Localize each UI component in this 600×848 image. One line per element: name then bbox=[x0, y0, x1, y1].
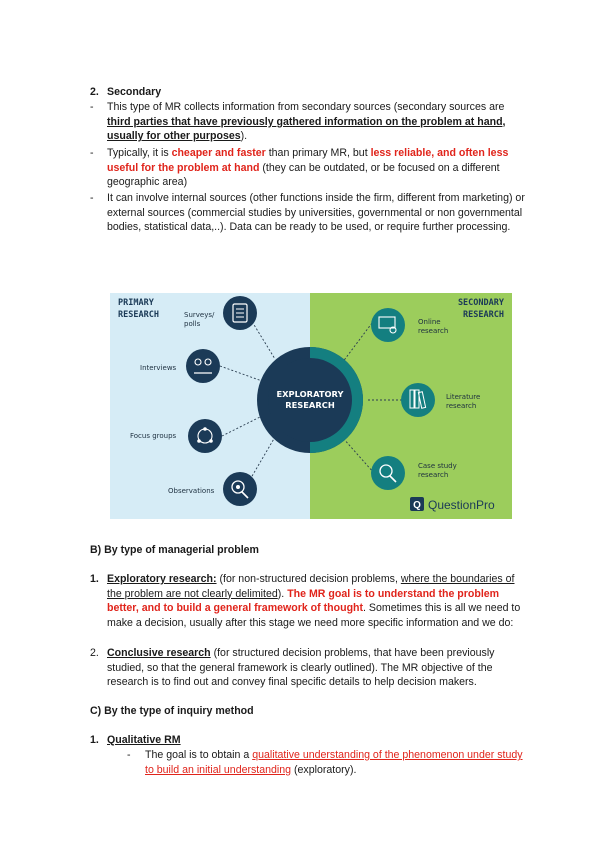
highlight-text: cheaper and faster bbox=[171, 147, 266, 159]
primary-label: RESEARCH bbox=[118, 310, 159, 320]
interviews-label: Interviews bbox=[140, 364, 177, 372]
online-research-label: research bbox=[418, 327, 449, 335]
surveys-label: polls bbox=[184, 320, 201, 328]
list-number: 1. bbox=[90, 573, 99, 585]
list-paragraph bbox=[107, 572, 527, 630]
term-label: Conclusive research bbox=[107, 647, 211, 659]
focus-groups-label: Focus groups bbox=[130, 432, 177, 440]
text-run: This type of MR collects information from secondary sources (secondary sources are bbox=[107, 101, 505, 113]
text-run: ). bbox=[240, 130, 248, 143]
observation-icon bbox=[223, 472, 257, 506]
text-run: . Sometimes this is all we need to make a decision, usually after this stage we need more specific information and we do: bbox=[107, 602, 521, 629]
observations-label: Observations bbox=[168, 487, 215, 495]
online-research-label: Online bbox=[418, 318, 441, 326]
hub-title: RESEARCH bbox=[285, 400, 335, 410]
underlined-text: where the boundaries of the problem are not clearly delimited bbox=[107, 573, 515, 600]
bullet-dash: - bbox=[127, 749, 131, 761]
bullet-paragraph bbox=[107, 146, 527, 190]
term-label: Qualitative RM bbox=[107, 734, 181, 746]
text-run: Typically, it is bbox=[107, 147, 172, 159]
text-run: (exploratory). bbox=[291, 763, 357, 776]
secondary-label: RESEARCH bbox=[463, 310, 504, 320]
bullet-paragraph bbox=[107, 100, 527, 144]
literature-research-label: Literature bbox=[446, 393, 481, 401]
term-label: Exploratory research: bbox=[107, 573, 217, 585]
list-number: 2. bbox=[90, 647, 99, 659]
hub-title: EXPLORATORY bbox=[276, 389, 344, 399]
case-study-label: Case study bbox=[418, 462, 457, 470]
interview-icon bbox=[186, 349, 220, 383]
emphasis-text: third parties that have previously gathered information on the problem at hand, usually for other purposes bbox=[107, 115, 506, 143]
secondary-label: SECONDARY bbox=[457, 298, 504, 308]
text-run: (they can be outdated, or be focused on a different geographic area) bbox=[107, 161, 500, 189]
list-paragraph bbox=[107, 646, 527, 690]
online-research-icon bbox=[371, 308, 405, 342]
questionpro-brand: QuestionPro bbox=[428, 498, 495, 512]
section-heading: C) By the type of inquiry method bbox=[90, 705, 254, 717]
exploratory-research-diagram bbox=[110, 293, 512, 519]
list-number: 1. bbox=[90, 734, 99, 746]
case-study-icon bbox=[371, 456, 405, 490]
primary-label: PRIMARY bbox=[118, 298, 154, 308]
bullet-paragraph: It can involve internal sources (other functions inside the firm, different from marketing) or external sources (commercial studies by universities, governmental or non governmental bodies, statistical data,..). Data can be ready to be used, or require further processing. bbox=[107, 192, 525, 234]
bullet-dash: - bbox=[90, 101, 94, 113]
questionpro-logo-glyph: Q bbox=[413, 500, 421, 511]
case-study-label: research bbox=[418, 471, 449, 479]
highlight-text: less reliable, and often less useful for the problem at hand bbox=[107, 147, 509, 174]
focus-group-icon bbox=[188, 419, 222, 453]
text-run: than primary MR, but bbox=[265, 147, 371, 159]
literature-research-icon bbox=[401, 383, 435, 417]
text-run: ). bbox=[277, 587, 288, 600]
literature-research-label: research bbox=[446, 402, 477, 410]
text-run: (for non-structured decision problems, bbox=[216, 573, 401, 585]
section-number: 2. bbox=[90, 86, 99, 98]
highlight-text: The MR goal is to understand the problem better, and to build a general framework of thought bbox=[107, 587, 500, 615]
bullet-dash: - bbox=[90, 147, 94, 159]
text-run: (for structured decision problems, that have been previously studied, so that the general framework is clearly outlined). The MR objective of the research is to find out and convey final specific details to help decision makers. bbox=[107, 647, 495, 689]
text-run: The goal is to obtain a bbox=[145, 749, 253, 761]
highlight-text: qualitative understanding of the phenomenon under study to build an initial understanding bbox=[145, 749, 523, 776]
bullet-dash: - bbox=[90, 192, 94, 204]
section-heading: B) By type of managerial problem bbox=[90, 544, 259, 556]
surveys-label: Surveys/ bbox=[184, 311, 215, 319]
bullet-paragraph bbox=[145, 748, 525, 777]
section-title: Secondary bbox=[107, 86, 162, 98]
